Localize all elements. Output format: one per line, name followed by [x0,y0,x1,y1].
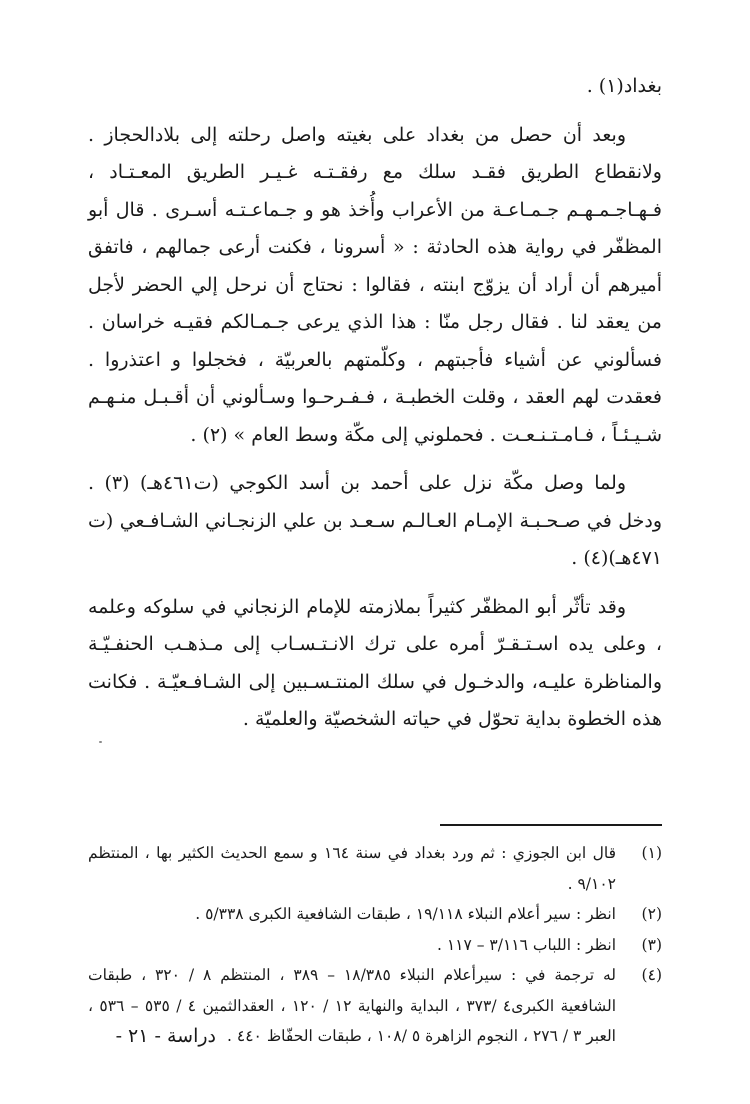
footnote-2 [88,899,662,930]
page-number: دراسة - ٢١ - [115,1025,216,1047]
footnote-number: (٢) [641,905,662,923]
footnote-separator [440,824,662,826]
footnote-text: قال ابن الجوزي : ثم ورد بغداد في سنة ١٦٤ و سمع الحديث الكثير بها ، المنتظم ٩/١٠٢ . [88,844,617,893]
scan-speck [99,741,102,743]
paragraph-4: وقد تأثّر أبو المظفّر كثيراً بملازمته للإمام الزنجاني في سلوكه وعلمه ، وعلى يده اسـتـقـرّ أمره على ترك الانـتـسـاب إلى مـذهـب الحنفـيّـة والمناظرة عليـه، والدخـول في سلك المنتـسـبين إلى الشـافـعيّـة . فكانت هذه الخطوة بداية تحوّل في حياته الشخصيّة والعلميّة . [88,595,662,730]
footnote-number: (٣) [641,935,662,954]
footnote-text: له ترجمة في : سيرأعلام النبلاء ١٨/٣٨٥ – ٣٨٩ ، المنتظم ٨ / ٣٢٠ ، طبقات الشافعية الكبرى٤ /٣٧٣ ، البداية والنهاية ١٢ / ١٢٠ ، العقدالثمين ٤ / ٥٣٥ – ٥٣٦ ، العبر ٣ / ٢٧٦ ، النجوم الزاهرة ٥ /١٠٨ ، طبقات الحفّاظ ٤٤٠ . [88,966,617,1045]
paragraph-1: بغداد(١) . [586,75,662,97]
main-text [88,68,662,739]
footnote-text: انظر : سير أعلام النبلاء ١٩/١١٨ ، طبقات الشافعية الكبرى ٥/٣٣٨ . [195,905,616,923]
footnote-number: (٤) [641,966,662,984]
footnote-number: (١) [641,844,662,862]
paragraph-3: ولما وصل مكّة نزل على أحمد بن أسد الكوجي (ت٤٦١هـ) (٣) . ودخل في صـحـبـة الإمـام العـالـم سـعـد بن علي الزنجـاني الشـافـعي (ت ٤٧١هـ)(٤) . [88,472,662,569]
footnotes [88,838,662,1052]
footnote-1 [88,838,662,899]
footnote-3 [88,930,662,961]
paragraph-2: وبعد أن حصل من بغداد على بغيته واصل رحلته إلى بلادالحجاز . ولانقطاع الطريق فقـد سلك مع رفقـتـه غـيـر الطريق المعـتـاد ، فـهـاجـمـهـم جـمـاعـة من الأعراب وأُخذ هو و جـماعـتـه أسـرى . قال أبو المظفّر في رواية هذه الحادثة : « أسرونا ، فكنت أرعى جمالهم ، فاتفق أميرهم أن أراد أن يزوّج ابنته ، فقالوا : نحتاج أن نرحل إلي الحضر لأجل من يعقد لنا . فقال رجل منّا : هذا الذي يرعى جـمـالكم فقيـه خراسان . فسألوني عن أشياء فأجبتهم ، وكلّمتهم بالعربيّة ، فخجلوا و اعتذروا . فعقدت لهم العقد ، وقلت الخطبـة ، فـفـرحـوا وسـألوني أن أقـبـل منـهـم شـيـئـاً ، فـامـتـنـعـت . فحملوني إلى مكّة وسط العام » (٢) . [88,123,662,446]
footnote-text: انظر : اللباب ٣/١١٦ – ١١٧ . [436,935,616,954]
